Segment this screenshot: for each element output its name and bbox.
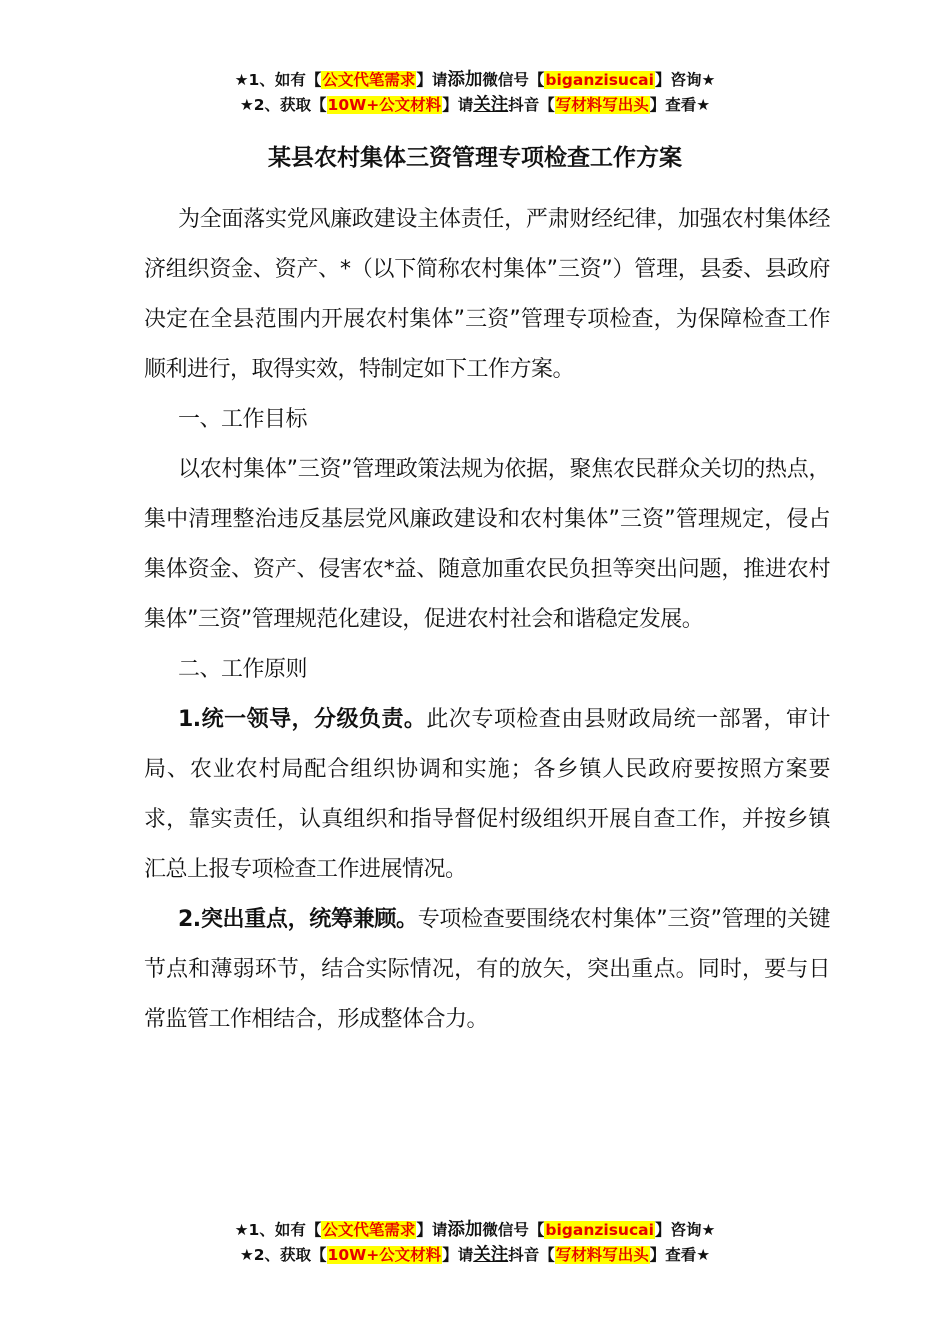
highlight-douyin-account: 写材料写出头: [555, 96, 649, 114]
banner-text: 抖音【: [508, 1246, 555, 1264]
banner-text: 微信号【: [482, 1221, 545, 1239]
banner-line-2: [0, 1243, 950, 1268]
section-heading-principles: 二、工作原则: [178, 657, 308, 682]
highlight-service: 公文代笔需求: [322, 71, 416, 89]
principle-1-heading: 1.统一领导，分级负责。: [178, 707, 427, 732]
highlight-service: 公文代笔需求: [322, 1221, 416, 1239]
principle-2-heading: 2.突出重点，统筹兼顾。: [178, 907, 418, 932]
paragraph-intro: 为全面落实党风廉政建设主体责任，严肃财经纪律，加强农村集体经济组织资金、资产、*（以下简称农村集体”三资”）管理，县委、县政府决定在全县范围内开展农村集体”三资”管理专项检查，为保障检查工作顺利进行，取得实效，特制定如下工作方案。: [144, 207, 830, 382]
section-heading-goals: 一、工作目标: [178, 407, 308, 432]
paragraph-principle-1: [144, 695, 830, 895]
banner-text: ★1、如有【: [234, 1221, 322, 1239]
banner-text: 】请: [442, 1246, 474, 1264]
banner-line-1: [0, 1218, 950, 1243]
banner-text: 】咨询★: [654, 71, 716, 89]
document-title: 某县农村集体三资管理专项检查工作方案: [268, 145, 682, 171]
banner-text: 抖音【: [508, 96, 555, 114]
emphasis-add: 添加: [447, 70, 483, 90]
banner-line-2: [0, 93, 950, 118]
emphasis-follow: 关注: [473, 1245, 509, 1265]
banner-text: 】查看★: [649, 1246, 711, 1264]
principle-2-text: 专项检查要围绕农村集体”三资”管理的关键节点和薄弱环节，结合实际情况，有的放矢，突出重点。同时，要与日常监管工作相结合，形成整体合力。: [144, 907, 831, 1032]
highlight-wechat-id: biganzisucai: [545, 1221, 654, 1239]
paragraph-principle-2: [144, 895, 830, 1045]
banner-text: 】查看★: [649, 96, 711, 114]
banner-text: 】咨询★: [654, 1221, 716, 1239]
principle-1-text: 此次专项检查由县财政局统一部署，审计局、农业农村局配合组织协调和实施；各乡镇人民政府要按照方案要求，靠实责任，认真组织和指导督促村级组织开展自查工作，并按乡镇汇总上报专项检查工作进展情况。: [144, 707, 830, 882]
banner-text: ★2、获取【: [239, 1246, 327, 1264]
banner-text: ★1、如有【: [234, 71, 322, 89]
banner-text: 】请: [442, 96, 474, 114]
banner-text: ★2、获取【: [239, 96, 327, 114]
highlight-douyin-account: 写材料写出头: [555, 1246, 649, 1264]
banner-text: 】请: [416, 1221, 448, 1239]
highlight-materials: 10W+公文材料: [327, 96, 442, 114]
header-banner: [0, 68, 950, 118]
banner-text: 微信号【: [482, 71, 545, 89]
banner-line-1: [0, 68, 950, 93]
highlight-materials: 10W+公文材料: [327, 1246, 442, 1264]
document-body: [144, 195, 830, 1045]
paragraph-goals: 以农村集体”三资”管理政策法规为依据，聚焦农民群众关切的热点，集中清理整治违反基层党风廉政建设和农村集体”三资”管理规定，侵占集体资金、资产、侵害农*益、随意加重农民负担等突出问题，推进农村集体”三资”管理规范化建设，促进农村社会和谐稳定发展。: [144, 457, 830, 632]
highlight-wechat-id: biganzisucai: [545, 71, 654, 89]
banner-text: 】请: [416, 71, 448, 89]
emphasis-add: 添加: [447, 1220, 483, 1240]
footer-banner: [0, 1218, 950, 1268]
emphasis-follow: 关注: [473, 95, 509, 115]
